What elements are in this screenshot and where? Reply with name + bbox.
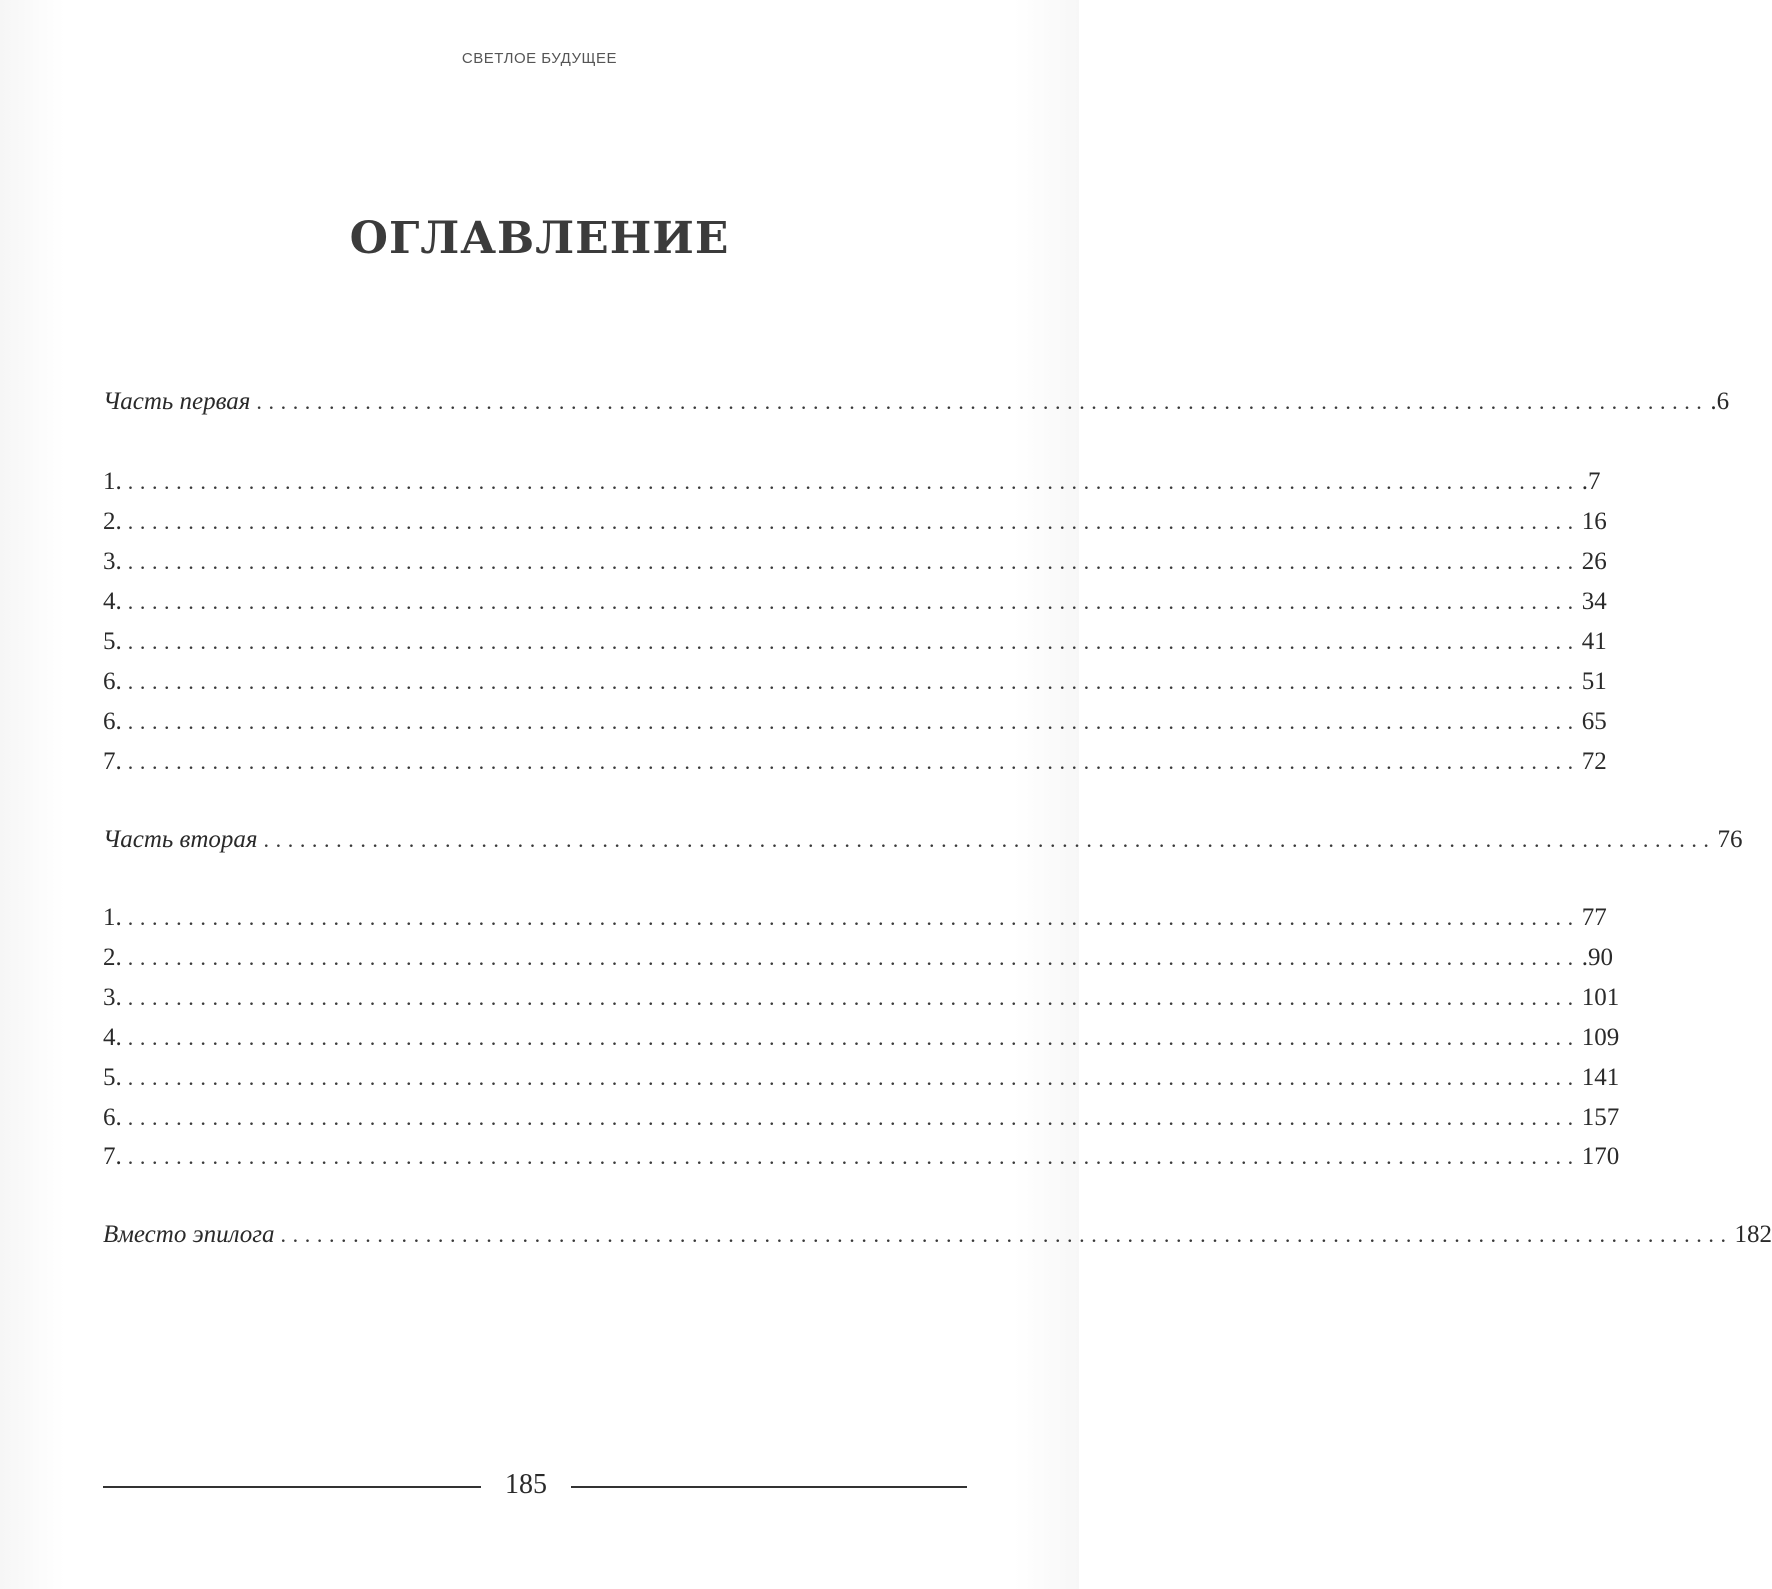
toc-entry-label: 1. <box>103 904 122 931</box>
toc-chapter-entry <box>103 944 1613 984</box>
toc-entry-page: 182 <box>1734 1221 1772 1248</box>
toc-entry-label: 4. <box>103 1024 122 1051</box>
dot-leader: ........................................................................................................................ <box>127 905 1580 930</box>
toc-chapter-entry <box>103 668 1607 708</box>
dot-leader: ........................................................................................................................ <box>127 1144 1580 1169</box>
running-head: СВЕТЛОЕ БУДУЩЕЕ <box>461 50 618 67</box>
toc-chapter-entry <box>103 588 1607 628</box>
toc-chapter-entry <box>103 1143 1620 1183</box>
toc-entry-page: 51 <box>1581 668 1607 695</box>
toc-entry-label: 2. <box>103 944 122 971</box>
toc-chapter-entry <box>103 1104 1620 1144</box>
toc-chapter-entry <box>103 508 1607 548</box>
toc-chapter-entry <box>103 748 1607 788</box>
toc-entry-label: Вместо эпилога <box>103 1221 275 1248</box>
dot-leader: ........................................................................................................................ <box>127 1025 1580 1050</box>
toc-part-entry <box>103 388 1730 428</box>
toc-chapter-entry <box>103 904 1607 944</box>
page-number: 185 <box>505 1469 547 1500</box>
dot-leader: ........................................................................................................................ <box>127 509 1580 534</box>
toc-entry-label: 7. <box>103 748 122 775</box>
dot-leader: ........................................................................................................................ <box>127 629 1580 654</box>
page-title: ОГЛАВЛЕНИЕ <box>349 213 730 264</box>
dot-leader: ........................................................................................................................ <box>127 549 1580 574</box>
toc-chapter-entry <box>103 1024 1620 1064</box>
toc-entry-page: 141 <box>1581 1064 1620 1091</box>
toc-entry-label: Часть первая <box>103 388 251 415</box>
toc-entry-label: 4. <box>103 588 122 615</box>
toc-entry-page: 76 <box>1717 826 1743 853</box>
toc-entry-page: .7 <box>1581 468 1601 495</box>
toc-entry-label: 3. <box>103 548 122 575</box>
toc-entry-page: 77 <box>1581 904 1607 931</box>
dot-leader: ........................................................................................................................ <box>280 1222 1733 1247</box>
toc-chapter-entry <box>103 984 1620 1024</box>
dot-leader: ........................................................................................................................ <box>263 827 1716 852</box>
toc-entry-page: 34 <box>1581 588 1607 615</box>
dot-leader: ........................................................................................................................ <box>127 749 1580 774</box>
toc-entry-label: 7. <box>103 1143 122 1170</box>
dot-leader: ........................................................................................................................ <box>256 389 1709 414</box>
toc-entry-page: 65 <box>1581 708 1607 735</box>
toc-entry-page: .6 <box>1710 388 1730 415</box>
dot-leader: ........................................................................................................................ <box>127 469 1580 494</box>
toc-entry-label: 6. <box>103 668 122 695</box>
toc-chapter-entry <box>103 708 1607 748</box>
toc-entry-page: .90 <box>1581 944 1613 971</box>
dot-leader: ........................................................................................................................ <box>127 669 1580 694</box>
toc-chapter-entry <box>103 548 1607 588</box>
dot-leader: ........................................................................................................................ <box>127 709 1580 734</box>
toc-entry-label: Часть вторая <box>103 826 258 853</box>
toc-entry-label: 6. <box>103 708 122 735</box>
toc-entry-page: 109 <box>1581 1024 1620 1051</box>
dot-leader: ........................................................................................................................ <box>127 985 1580 1010</box>
dot-leader: ........................................................................................................................ <box>127 1065 1580 1090</box>
toc-entry-label: 5. <box>103 1064 122 1091</box>
toc-part-entry <box>103 1221 1772 1261</box>
toc-entry-page: 26 <box>1581 548 1607 575</box>
footer-rule-left <box>103 1486 481 1488</box>
toc-entry-page: 157 <box>1581 1104 1620 1131</box>
toc-chapter-entry <box>103 1064 1620 1104</box>
toc-entry-label: 2. <box>103 508 122 535</box>
toc-entry-label: 1. <box>103 468 122 495</box>
toc-part-entry <box>103 826 1743 866</box>
dot-leader: ........................................................................................................................ <box>127 1105 1580 1130</box>
toc-chapter-entry <box>103 628 1607 668</box>
toc-entry-page: 16 <box>1581 508 1607 535</box>
toc-entry-page: 72 <box>1581 748 1607 775</box>
toc-entry-label: 3. <box>103 984 122 1011</box>
footer-rule-right <box>571 1486 967 1488</box>
dot-leader: ........................................................................................................................ <box>127 589 1580 614</box>
toc-entry-page: 101 <box>1581 984 1620 1011</box>
toc-chapter-entry <box>103 468 1601 508</box>
toc-entry-label: 6. <box>103 1104 122 1131</box>
dot-leader: ........................................................................................................................ <box>127 945 1580 970</box>
toc-entry-page: 170 <box>1581 1143 1620 1170</box>
toc-entry-label: 5. <box>103 628 122 655</box>
toc-entry-page: 41 <box>1581 628 1607 655</box>
